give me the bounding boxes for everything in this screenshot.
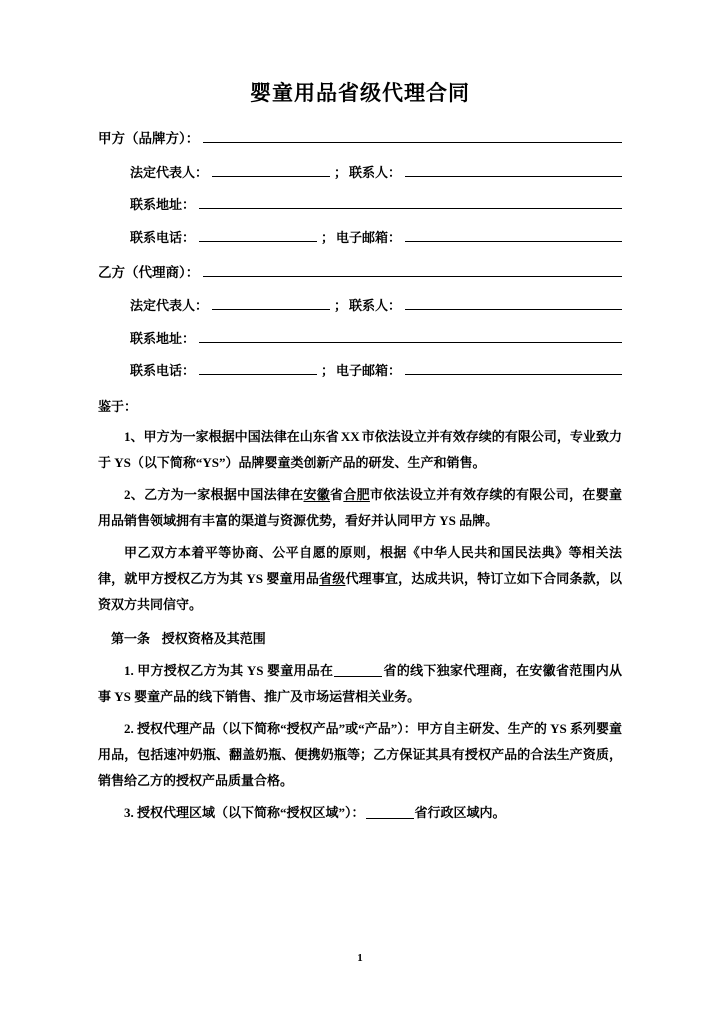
party-a-label: 甲方（品牌方）： xyxy=(98,131,200,147)
party-a-contact-blank[interactable] xyxy=(405,164,622,177)
clause-1-text-b: 省的线下独家代理商，在安徽省范围内从事 YS 婴童产品的线下销售、推广及市场运营相关业务。 xyxy=(98,662,622,704)
party-a-name-blank[interactable] xyxy=(203,130,622,143)
recital-2-city: 合肥 xyxy=(343,486,370,502)
clause-3-region-blank[interactable] xyxy=(366,818,414,819)
clause-3-text-a: 授权代理区域（以下简称“授权区域”）： xyxy=(137,804,365,820)
party-a-row1-separator: ； xyxy=(334,164,348,180)
party-a-heading xyxy=(98,129,622,149)
article-one-clause-1 xyxy=(98,658,622,710)
party-b-heading xyxy=(98,263,622,283)
party-a-row3-separator: ； xyxy=(321,229,335,245)
recital-2-text-b: 市依法设立并有效存续的有限公司，在婴童用品销售领域拥有丰富的渠道与资源优势，看好并认同甲方 YS 品牌。 xyxy=(98,486,622,528)
recital-item-1 xyxy=(98,424,622,476)
recital-2-text-a: 乙方为一家根据中国法律在 xyxy=(144,486,304,502)
preamble-underlined-term: 省级 xyxy=(319,570,346,586)
party-b-email-blank[interactable] xyxy=(405,363,622,376)
recital-1-latin: XX xyxy=(340,428,360,444)
party-block-a xyxy=(98,129,622,247)
party-block-b xyxy=(98,263,622,381)
party-a-legal-rep-label: 法定代表人： xyxy=(130,164,209,180)
party-b-phone-label: 联系电话： xyxy=(130,363,196,379)
party-b-name-blank[interactable] xyxy=(203,264,622,277)
party-a-phone-blank[interactable] xyxy=(199,229,317,242)
recital-item-2 xyxy=(98,482,622,534)
article-one-clause-3 xyxy=(98,800,622,826)
recital-2-province: 安徽 xyxy=(303,486,331,502)
party-a-legal-rep-row xyxy=(98,163,622,183)
party-a-email-blank[interactable] xyxy=(405,229,622,242)
party-b-label: 乙方（代理商）： xyxy=(98,265,200,281)
party-b-row1-separator: ； xyxy=(334,298,348,314)
recitals-label: 鉴于： xyxy=(98,398,138,414)
preamble-text-a: 甲乙双方本着平等协商、公平自愿的原则，根据《中华人民共和国民法典》等相关法律，就甲方授权乙方为其 YS 婴童用品 xyxy=(98,544,622,586)
party-b-email-label: 电子邮箱： xyxy=(336,363,402,379)
recital-2-mid: 省 xyxy=(330,486,344,502)
preamble-paragraph xyxy=(98,540,622,618)
party-a-address-label: 联系地址： xyxy=(130,197,196,213)
clause-3-text-b: 省行政区域内。 xyxy=(414,804,506,820)
party-b-phone-row xyxy=(98,361,622,381)
preamble-text-b: 代理事宜，达成共识，特订立如下合同条款，以资双方共同信守。 xyxy=(98,570,622,612)
party-a-phone-label: 联系电话： xyxy=(130,229,196,245)
clause-2-text: 授权代理产品（以下简称“授权产品”或“产品”）：甲方自主研发、生产的 YS 系列婴童用品，包括速冲奶瓶、翻盖奶瓶、便携奶瓶等；乙方保证其具有授权产品的合法生产资质，销售给乙方的授权产品质量合格。 xyxy=(98,720,622,788)
recital-1-text-a: 甲方为一家根据中国法律在山东省 xyxy=(143,428,339,444)
clause-1-prefix: 1. xyxy=(124,662,134,678)
article-one-number: 第一条 xyxy=(111,630,151,646)
party-b-address-row xyxy=(98,329,622,349)
clause-3-prefix: 3. xyxy=(124,804,134,820)
party-a-address-blank[interactable] xyxy=(199,196,622,209)
party-a-phone-row xyxy=(98,228,622,248)
party-b-legal-rep-row xyxy=(98,296,622,316)
recital-1-prefix: 1、 xyxy=(124,428,144,444)
party-b-legal-rep-label: 法定代表人： xyxy=(130,298,209,314)
party-a-address-row xyxy=(98,195,622,215)
party-a-legal-rep-blank[interactable] xyxy=(212,164,330,177)
article-one-heading xyxy=(98,626,622,652)
party-b-contact-label: 联系人： xyxy=(349,298,402,314)
recital-1-text-b: 市依法设立并有效存续的有限公司，专业致力于 YS（以下简称“YS”）品牌婴童类创新产品的研发、生产和销售。 xyxy=(98,428,622,470)
recital-2-prefix: 2、 xyxy=(124,486,145,502)
party-b-contact-blank[interactable] xyxy=(405,298,622,311)
page-number-footer: 1 xyxy=(357,952,363,964)
clause-1-province-blank[interactable] xyxy=(334,676,382,677)
party-b-phone-blank[interactable] xyxy=(199,363,317,376)
clause-2-prefix: 2. xyxy=(124,720,134,736)
party-b-address-blank[interactable] xyxy=(199,330,622,343)
party-b-row3-separator: ； xyxy=(321,363,335,379)
article-one-clause-2 xyxy=(98,716,622,794)
page-title: 婴童用品省级代理合同 xyxy=(250,81,470,105)
party-a-email-label: 电子邮箱： xyxy=(336,229,402,245)
article-one-title: 授权资格及其范围 xyxy=(161,630,266,646)
party-b-legal-rep-blank[interactable] xyxy=(212,298,330,311)
party-a-contact-label: 联系人： xyxy=(349,164,402,180)
clause-1-text-a: 甲方授权乙方为其 YS 婴童用品在 xyxy=(137,662,334,678)
party-b-address-label: 联系地址： xyxy=(130,330,196,346)
